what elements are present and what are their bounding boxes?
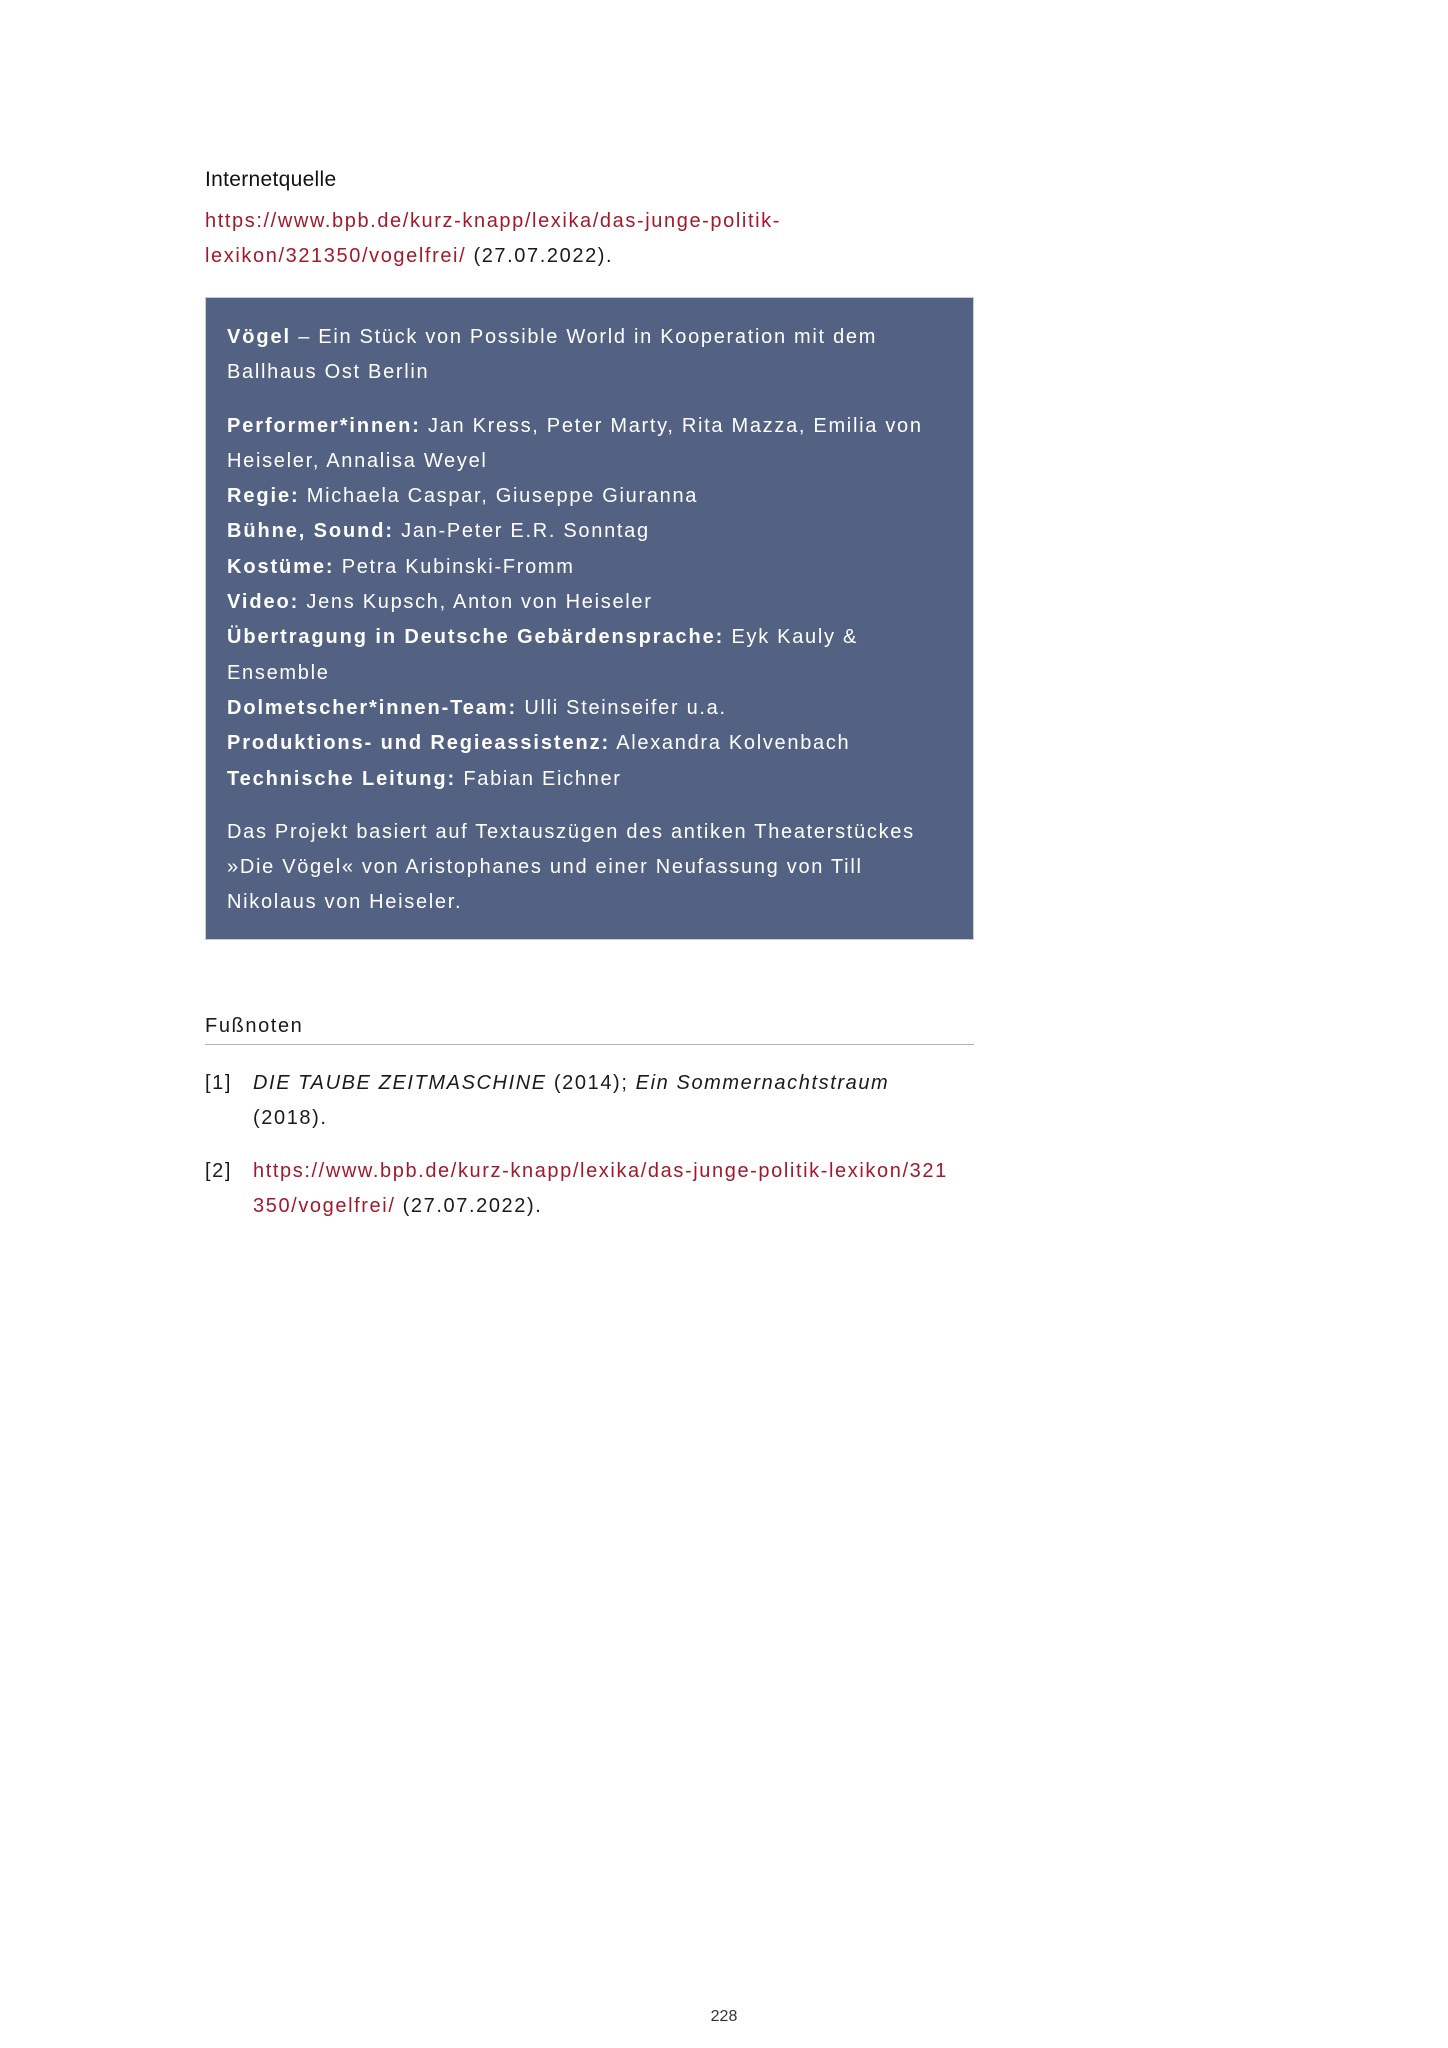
source-link-line1: https://www.bpb.de/kurz-knapp/lexika/das-junge-politik- (205, 210, 782, 232)
credit-value: Fabian Eichner (456, 767, 622, 790)
credit-label: Technische Leitung: (227, 767, 457, 790)
credit-label: Bühne, Sound: (227, 520, 394, 543)
footnote-plain-text: (2014); (546, 1072, 636, 1094)
credit-line (227, 585, 953, 620)
production-info-box (205, 297, 974, 940)
production-title (227, 320, 953, 391)
credit-label: Regie: (227, 485, 300, 508)
credit-value: Alexandra Kolvenbach (610, 732, 851, 755)
footnote-italic-title: Ein Sommernachtstraum (635, 1072, 890, 1094)
credit-label: Performer*innen: (227, 414, 421, 437)
credit-value: Jens Kupsch, Anton von Heiseler (299, 591, 653, 614)
credit-line (227, 479, 953, 514)
credit-value: Michaela Caspar, Giuseppe Giuranna (299, 485, 699, 508)
footnote-link[interactable] (253, 1160, 948, 1217)
production-title-rest: – Ein Stück von Possible World in Kooperation mit dem Ballhaus Ost Berlin (227, 326, 878, 384)
credit-line (227, 691, 953, 726)
credit-label: Video: (227, 591, 300, 614)
footnote-number: [1] (205, 1072, 233, 1094)
credit-label: Kostüme: (227, 555, 335, 578)
source-heading: Internetquelle (205, 168, 337, 191)
credit-line (227, 726, 953, 761)
credit-line (227, 620, 953, 691)
production-title-bold: Vögel (227, 326, 291, 348)
footnote-item (205, 1154, 985, 1225)
credit-value: Eyk Kauly & Ensemble (227, 626, 858, 684)
credit-label: Produktions- und Regieassistenz: (227, 732, 611, 755)
credit-value: Jan-Peter E.R. Sonntag (393, 520, 650, 543)
credit-line (227, 409, 953, 480)
source-reference (205, 204, 805, 274)
credit-line (227, 762, 953, 797)
page-number: 228 (710, 2008, 738, 2025)
credit-line (227, 550, 953, 585)
source-date: (27.07.2022). (473, 245, 614, 267)
footnotes-heading: Fußnoten (205, 1015, 974, 1045)
credit-value: Ulli Steinseifer u.a. (517, 696, 727, 719)
footnote-link-line1: https://www.bpb.de/kurz-knapp/lexika/das-junge-politik-lexikon/321 (253, 1160, 948, 1182)
credit-value: Jan Kress, Peter Marty, Rita Mazza, Emilia von Heiseler, Annalisa Weyel (227, 414, 923, 472)
credit-line (227, 514, 953, 549)
credit-label: Übertragung in Deutsche Gebärdensprache: (227, 626, 725, 649)
credit-label: Dolmetscher*innen-Team: (227, 696, 518, 719)
footnote-plain-text: (2018). (253, 1107, 328, 1130)
footnote-date: (27.07.2022). (395, 1195, 543, 1218)
footnote-text (253, 1066, 985, 1137)
footnote-text (253, 1154, 985, 1225)
source-link-line2: lexikon/321350/vogelfrei/ (205, 245, 467, 267)
credit-value: Petra Kubinski-Fromm (334, 555, 575, 578)
production-description: Das Projekt basiert auf Textauszügen des antiken Theaterstückes »Die Vögel« von Aristophanes und einer Neufassung von Till Nikolaus von Heiseler. (227, 820, 915, 914)
footnote-italic-title: DIE TAUBE ZEITMASCHINE (253, 1072, 547, 1094)
footnote-link-line2: 350/vogelfrei/ (253, 1195, 396, 1218)
footnote-item (205, 1066, 985, 1137)
footnote-number: [2] (205, 1160, 233, 1182)
